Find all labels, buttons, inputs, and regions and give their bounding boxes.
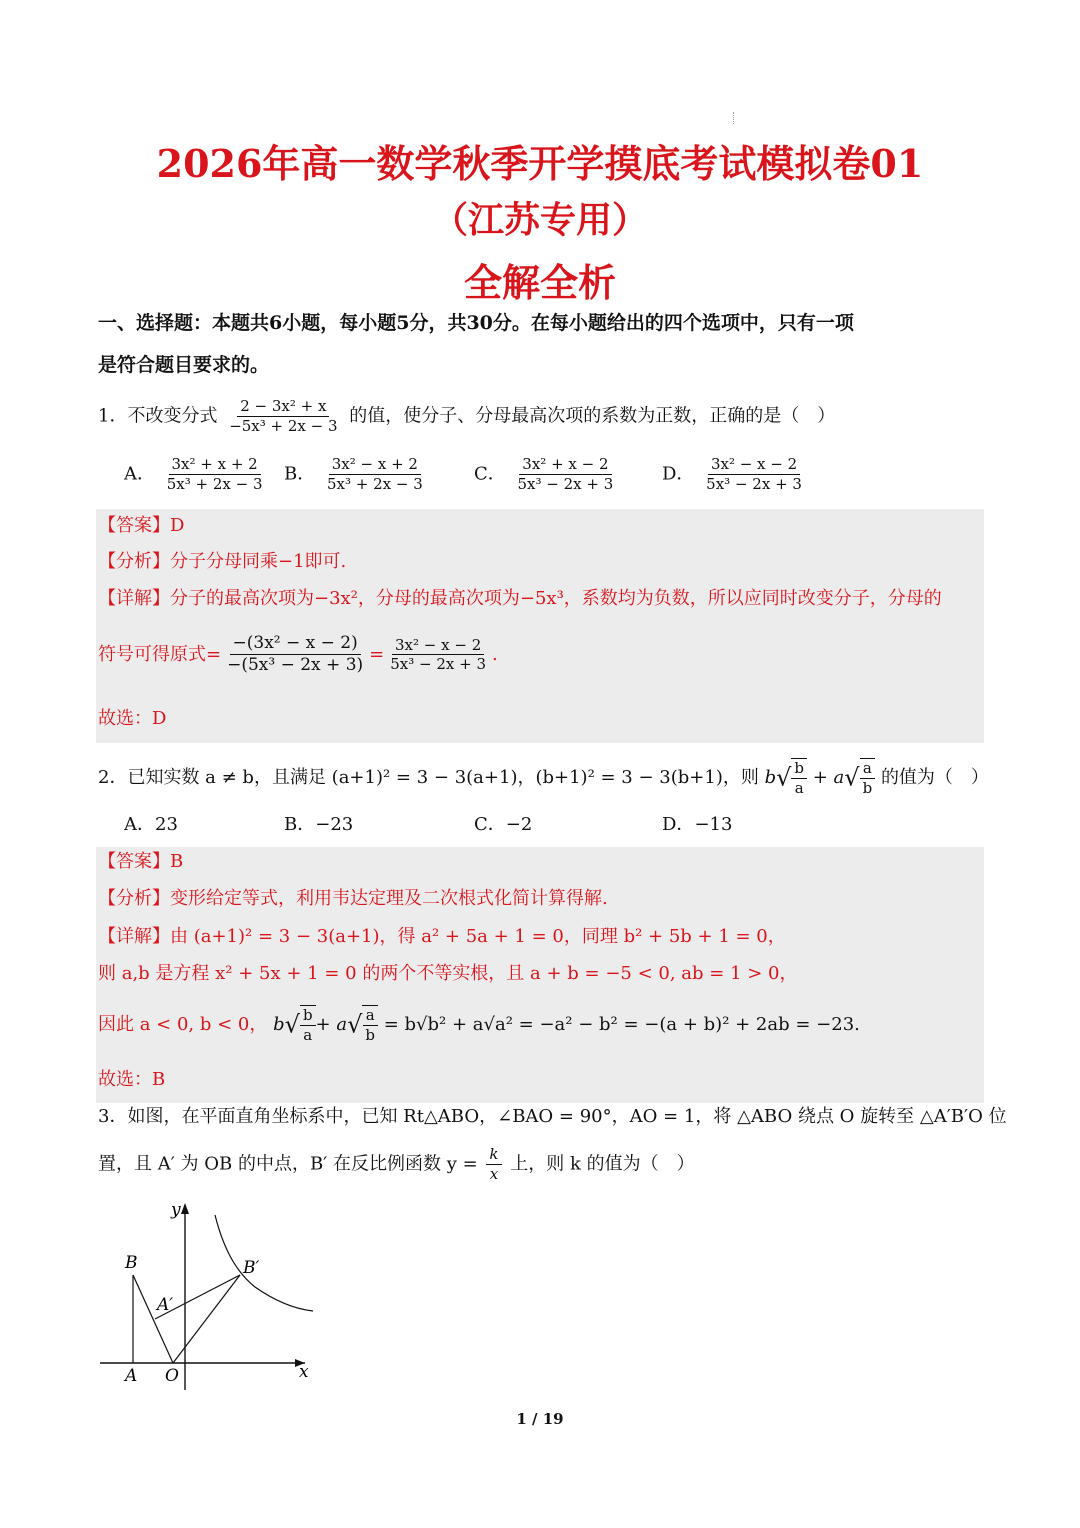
sqrt-icon: √	[284, 1010, 300, 1039]
option-label: A．	[124, 814, 155, 835]
frac-den: b	[365, 1025, 375, 1044]
q2-stem	[98, 758, 989, 798]
option-den: 5x³ + 2x − 3	[166, 474, 263, 493]
sqrt-icon: √	[347, 1010, 363, 1039]
q1-detail2-frac2	[387, 636, 489, 675]
q2-option-a	[124, 814, 178, 836]
option-num: 3x² − x + 2	[329, 455, 421, 475]
doc-heading: 全解全析	[463, 260, 616, 305]
frac-num: b	[791, 759, 807, 779]
q2-detail3-plus: + a	[315, 1013, 348, 1035]
option-frac	[324, 455, 426, 494]
frac-den: −(5x³ − 2x + 3)	[227, 655, 364, 676]
q1-option-a	[124, 455, 269, 494]
option-label: D．	[662, 463, 695, 485]
q2-option-b	[284, 814, 353, 836]
label-A: A	[125, 1366, 138, 1386]
q1-choose: 故选：D	[98, 708, 167, 729]
q2-options	[124, 814, 984, 838]
option-label: B．	[284, 463, 316, 485]
q1-detail-line1: 【详解】分子的最高次项为−3x²，分母的最高次项为−5x³，系数均为负数，所以应同时改变分子，分母的	[98, 588, 942, 609]
q2-detail3-tail: = b√b² + a√a² = −a² − b² = −(a + b)² + 2ab = −23.	[383, 1013, 860, 1035]
q2-stem-text: 2．已知实数 a ≠ b，且满足 (a+1)² = 3 − 3(a+1)，(b+1)² = 3 − 3(b+1)，则	[98, 766, 759, 788]
q3-line2-prefix: 置，且 A′ 为 OB 的中点，B′ 在反比例函数 y =	[98, 1153, 478, 1175]
q3-frac	[486, 1145, 501, 1184]
q3-line1: 3．如图，在平面直角坐标系中，已知 Rt△ABO，∠BAO = 90°，AO = 1，将 △ABO 绕点 O 旋转至 △A′B′O 位	[98, 1106, 1007, 1127]
q2-expr-plus: + a	[812, 766, 845, 788]
hyperbola-curve	[215, 1215, 313, 1311]
q2-option-c	[474, 814, 532, 836]
frac-num: b	[300, 1006, 316, 1026]
q2-expr-b: b	[764, 766, 777, 788]
frac-num: k	[486, 1145, 501, 1165]
q3-figure	[95, 1195, 325, 1390]
q1-option-d	[662, 455, 808, 494]
q2-detail3-b: b	[273, 1013, 285, 1035]
q1-options	[124, 455, 984, 501]
option-num: 3x² + x − 2	[519, 455, 611, 475]
frac-den: a	[303, 1025, 313, 1044]
q1-analysis: 【分析】分子分母同乘−1即可.	[98, 551, 347, 572]
q1-detail2-prefix: 符号可得原式=	[98, 643, 222, 665]
q1-detail2-eq: =	[369, 643, 385, 665]
q1-frac-num: 2 − 3x² + x	[237, 397, 329, 417]
frac-den: b	[862, 778, 873, 797]
q1-detail-line2	[98, 633, 498, 677]
q1-fraction	[226, 397, 340, 436]
option-den: 5x³ + 2x − 3	[326, 474, 423, 493]
option-label: C．	[474, 463, 506, 485]
sqrt1-frac	[300, 1006, 316, 1045]
option-text: 23	[155, 814, 178, 835]
option-num: 3x² − x − 2	[708, 455, 800, 475]
q1-detail2-end: .	[492, 643, 498, 665]
label-x: x	[299, 1362, 309, 1382]
doc-title: 2026年高一数学秋季开学摸底考试模拟卷01	[156, 141, 924, 186]
label-y: y	[171, 1200, 181, 1220]
option-den: 5x³ − 2x + 3	[706, 474, 802, 493]
q1-option-c	[474, 455, 619, 494]
q3-line2-suffix: 上，则 k 的值为（ ）	[510, 1153, 695, 1175]
label-B: B	[125, 1253, 138, 1273]
label-B-prime: B′	[243, 1258, 260, 1278]
sqrt2-frac	[362, 1006, 378, 1045]
segment-BO	[133, 1275, 173, 1363]
doc-subtitle: （江苏专用）	[431, 199, 648, 241]
q1-solution-box	[96, 509, 984, 743]
option-text: −23	[315, 814, 354, 835]
q1-option-b	[284, 455, 429, 494]
sqrt1-frac	[791, 759, 807, 798]
q2-detail-line3	[98, 1005, 860, 1045]
sqrt-icon: √	[844, 763, 860, 792]
frac-den: a	[794, 778, 804, 797]
q1-frac-den: −5x³ + 2x − 3	[229, 416, 338, 435]
q2-sqrt2	[860, 758, 876, 798]
option-text: −13	[694, 814, 733, 835]
q1-detail2-frac1	[224, 633, 366, 677]
section-heading-line1: 一、选择题：本题共6小题，每小题5分，共30分。在每小题给出的四个选项中，只有一项	[98, 312, 854, 334]
q3-line2	[98, 1145, 695, 1184]
frac-num: a	[860, 759, 875, 779]
option-label: B．	[284, 814, 316, 835]
q2-analysis: 【分析】变形给定等式，利用韦达定理及二次根式化简计算得解.	[98, 888, 608, 909]
top-mark	[733, 112, 735, 124]
option-label: D．	[662, 814, 695, 835]
frac-den: 5x³ − 2x + 3	[390, 655, 487, 674]
segment-OB-prime	[173, 1275, 240, 1363]
q2-answer: 【答案】B	[98, 851, 184, 872]
q1-stem	[98, 397, 835, 436]
q2-detail-line1: 【详解】由 (a+1)² = 3 − 3(a+1)，得 a² + 5a + 1 = 0，同理 b² + 5b + 1 = 0，	[98, 926, 786, 947]
y-arrow-icon	[181, 1203, 189, 1214]
q1-prefix: 1．不改变分式	[98, 405, 218, 427]
q1-suffix: 的值，使分子、分母最高次项的系数为正数，正确的是（ ）	[349, 405, 836, 427]
option-den: 5x³ − 2x + 3	[517, 474, 614, 493]
option-frac	[703, 455, 805, 494]
q2-choose: 故选：B	[98, 1069, 166, 1090]
label-A-prime: A′	[157, 1295, 174, 1315]
option-num: 3x² + x + 2	[169, 455, 261, 475]
option-label: C．	[474, 814, 506, 835]
frac-num: a	[363, 1006, 378, 1026]
q2-detail-line2: 则 a,b 是方程 x² + 5x + 1 = 0 的两个不等实根，且 a + b = −5 < 0, ab = 1 > 0，	[98, 963, 798, 984]
page-number: 1 / 19	[516, 1410, 564, 1428]
q2-option-d	[662, 814, 732, 836]
q2-solution-box	[96, 847, 984, 1103]
option-label: A．	[124, 463, 155, 485]
sqrt-icon: √	[776, 763, 792, 792]
label-O: O	[165, 1366, 179, 1386]
sqrt2-frac	[860, 759, 876, 798]
option-frac	[164, 455, 266, 494]
frac-num: −(3x² − x − 2)	[230, 633, 361, 655]
section-heading-line2: 是符合题目要求的。	[98, 354, 270, 376]
q2-sqrt1	[791, 758, 807, 798]
q1-answer: 【答案】D	[98, 515, 185, 536]
frac-num: 3x² − x − 2	[392, 636, 484, 656]
option-text: −2	[505, 814, 533, 835]
q2-detail3-sqrt1	[300, 1005, 316, 1045]
frac-den: x	[489, 1164, 499, 1183]
q2-detail3-prefix: 因此 a < 0, b < 0，	[98, 1013, 268, 1035]
q2-stem-tail: 的值为（ ）	[880, 766, 989, 788]
option-frac	[515, 455, 617, 494]
q2-detail3-sqrt2	[362, 1005, 378, 1045]
